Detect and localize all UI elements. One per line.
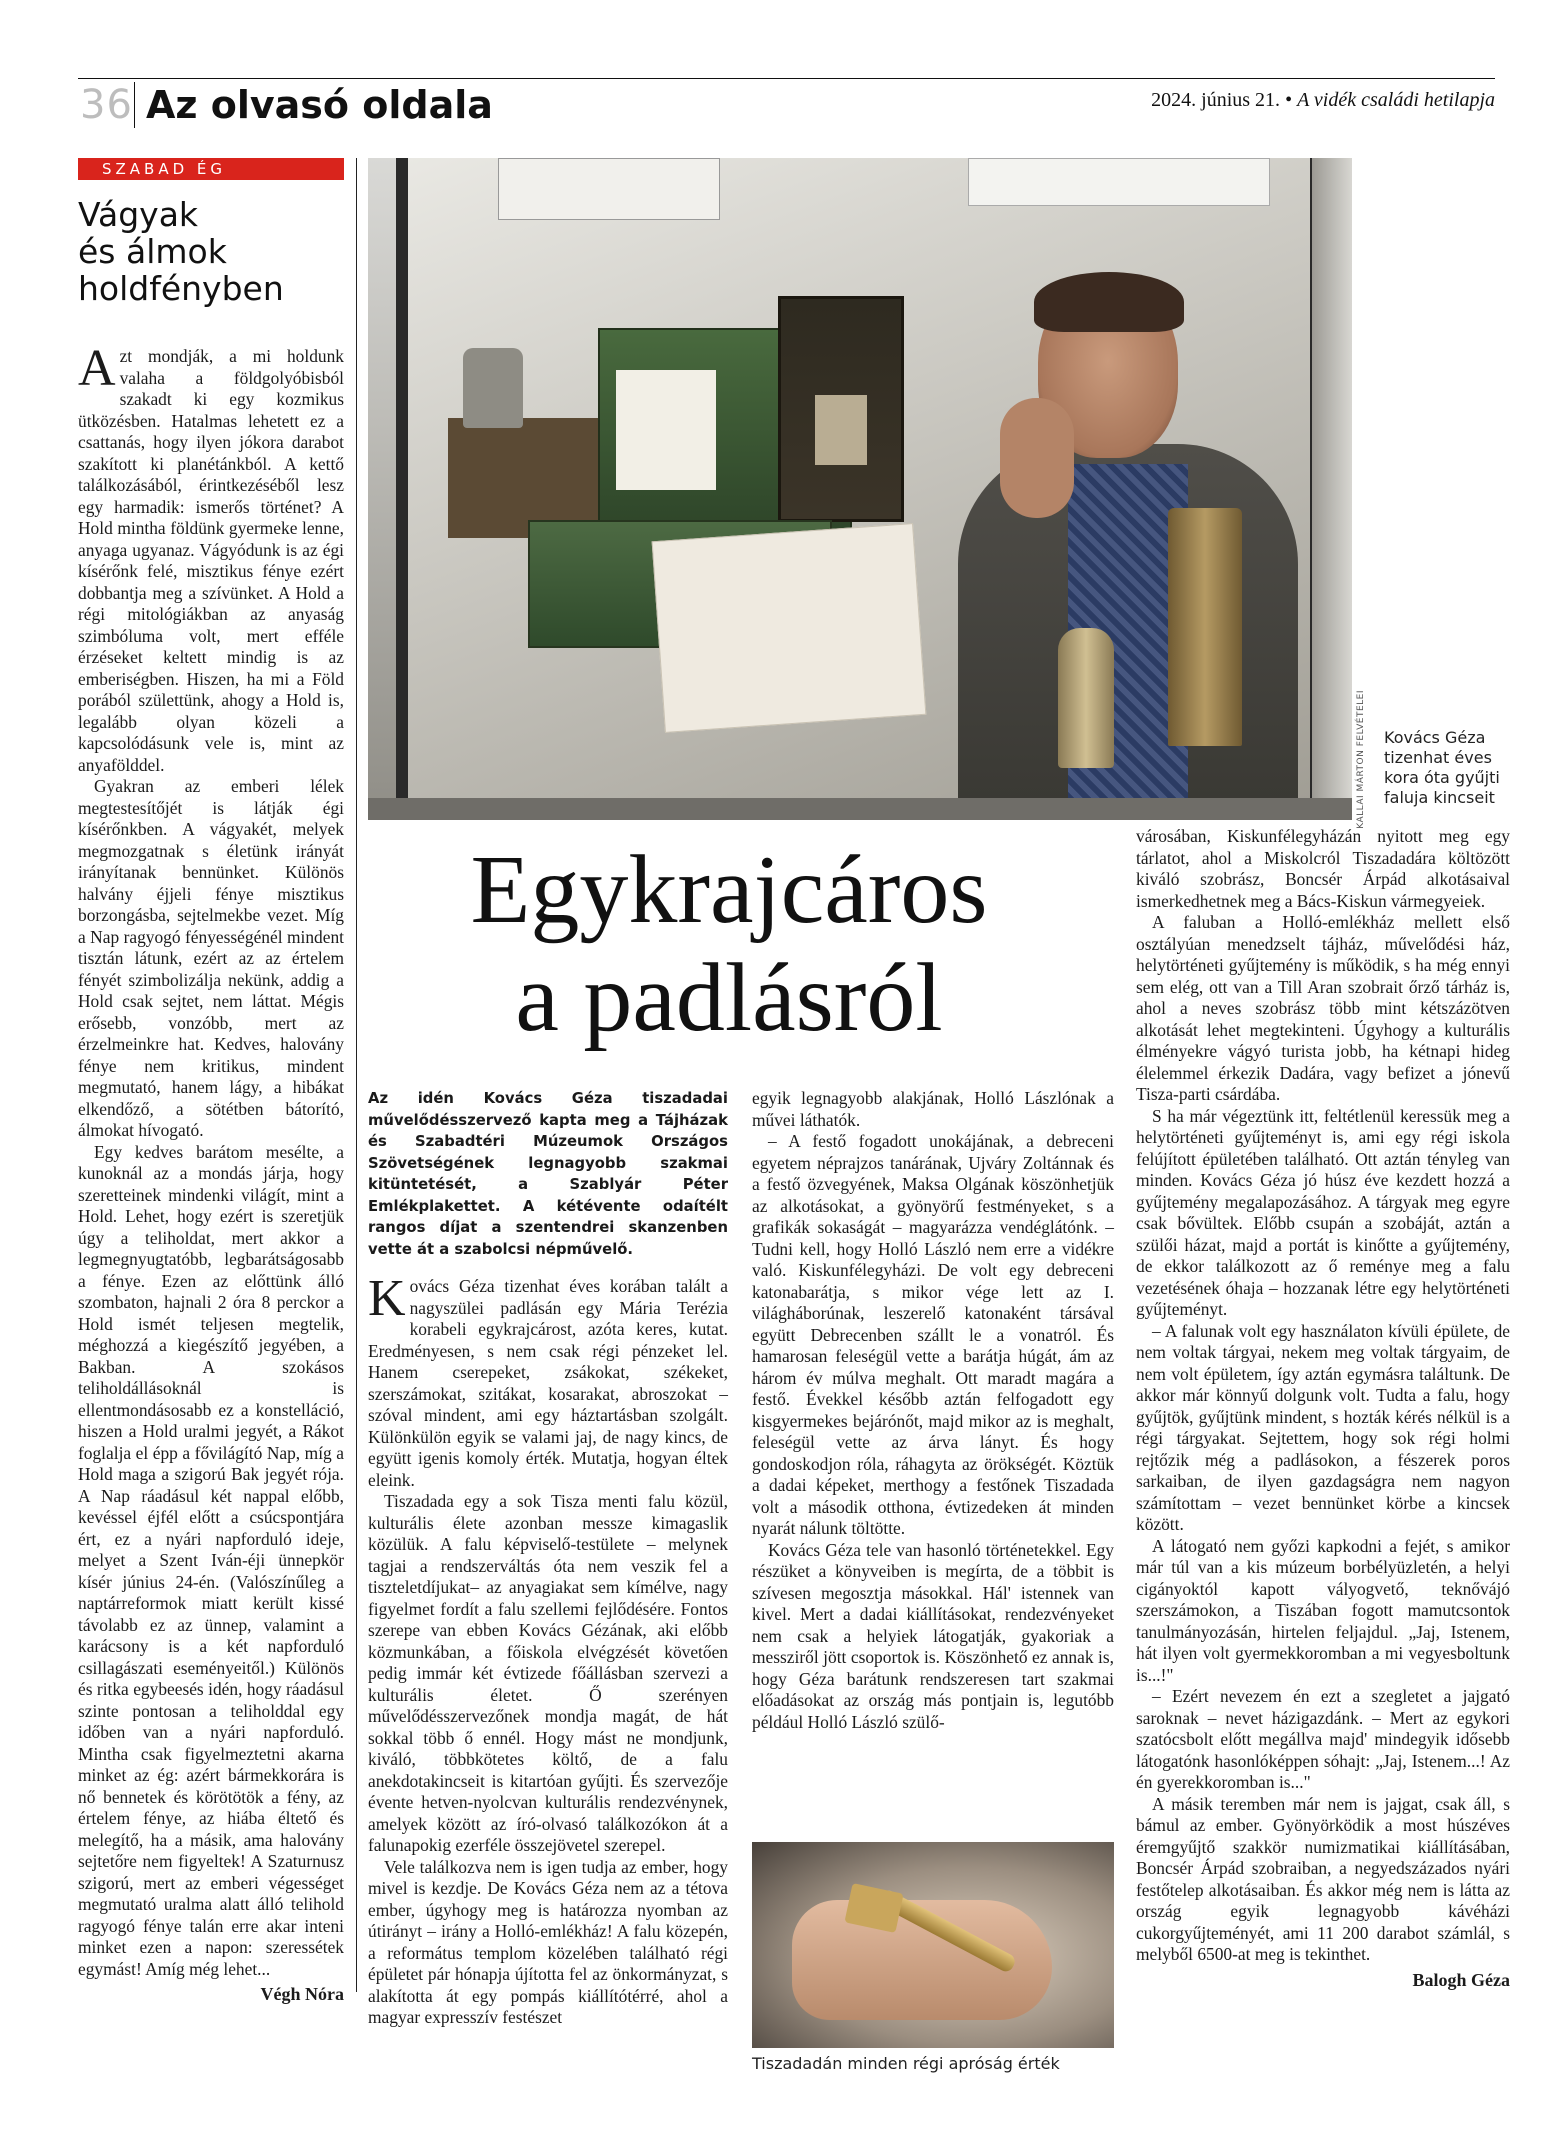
left-paragraph: Gyakran az emberi lélek megtestesítőjét is látják égi kísérőnkben. A vágyakét, melyek megmozgatnak s életünk irányát irányítanak bennünket. Különös halvány éjjeli fénye misztikus borzongásba, sejtelmekbe vezet. Míg a Nap ragyogó fényességénél mindent tisztán látunk, ezért az az értelem fényét szimbolizálja nekünk, addig a Hold csak sejtet, nem láttat. Mégis erősebb, vonzóbb, mert az érzelmeinkre hat. Kedves, halovány fénye nem kritikus, mindent megmutató, hanem lágy, a hibákat elkendőző, a sötétben bátorító, álmokat hívogató. [78,776,344,1140]
article-dropcap: K [368,1270,406,1327]
header-rule [78,78,1495,79]
main-photo [368,158,1352,820]
photo-caption: Kovács Géza tizenhat éves kora óta gyűjti faluja kincseit [1384,728,1500,807]
left-article-title: Vágyak és álmok holdfényben [78,195,284,308]
article-paragraph: – A falunak volt egy használaton kívüli épülete, de nem voltak tárgyai, nekem meg voltak tárgyaim, de nem volt épületem, így aztán egymásra találtunk. De akkor már könnyű dolgunk volt. Tudta a falu, hogy gyűjtök, gyűjtünk mindent, s hozták kérés nélkül is a régi tárgyakat. Sejtettem, hogy sok régi holmi rejtőzik még a padlásokon, a fészerek poros sarkaiban, de ilyen gazdagságra nem nagyon számítottam – vezet bennünket körbe a kincsek között. [1136,1320,1510,1534]
left-article-body [78,340,344,2006]
article-paragraph: Kovács Géza tizenhat éves korában talált a nagyszülei padlásán egy Mária Terézia korabeli egykrajcárost, azóta keres, kutat. Eredményesen, s nem csak régi pénzeket lel. Hanem cserepeket, zsákokat, székeket, szerszámokat, szitákat, kosarakat, abroszokat – szóval mindent, ami egy háztartásban szolgált. Különkülön egyik se valami jaj, de nagy kincs, de együtt igenis komoly érték. Mutatja, hogyan éltek eleink. [368,1270,728,1490]
canteen-shape [463,348,523,428]
poster-shape [498,158,720,220]
photo-credit: KALLAI MÁRTON FELVÉTELEI [1356,690,1366,829]
article-paragraph: Vele találkozva nem is igen tudja az ember, hogy mivel is kezdje. De Kovács Géza nem az a tétova ember, úgyhogy meg is határozza nyomban az útirányt – irány a Holló-emlékház! A falu közepén, a református templom közelében található régi épületet pár hónapja újította fel az önkormányzat, s alakította át egy pompás kiállítótérré, ahol a magyar expresszív festészet [368,1856,728,2027]
shell-casing-shape [1168,508,1242,746]
article-paragraph: Tiszadada egy a sok Tisza menti falu közül, kulturális élete azonban messze kimagaslik közülük. A falu képviselő-testülete – melynek tagjai a rendszerváltás óta nem veszik fel a tiszteletdíjukat– az anyagiakat sem kímélve, nagy figyelmet fordít a falu szellemi fejlődésére. Fontos szerepe van ebben Kovács Gézának, aki előbb közmunkában, a főiskola elvégzését követően pedig immár két évtizede főállásban szervezi a kulturális életet. Ő szerényen művelődésszervezőnek mondja magát, de hát sokkal több ő ennél. Hogy mást ne mondjunk, kiváló, többkötetes költő, de a falu anekdotakincseit is kitartóan gyűjti. És szervezője évente hetven-nyolcvan kulturális rendezvénynek, amelyek között az író-olvasó találkozókon át a falunapokig ezerféle összejövetel szerepel. [368,1491,728,1855]
framed-memorial-shape [778,296,904,522]
article-paragraph: – Ezért nevezem én ezt a szegletet a jajgató saroknak – nevet házigazdánk. – Mert az egykori szatócsbolt előtt megállva majd' mindegyik idősebb látogatónk hasonlóképpen sóhajt: „Jaj, Istenem...! Az én gyerekkoromban is..." [1136,1686,1510,1792]
article-paragraph: – A festő fogadott unokájának, a debreceni egyetem néprajzos tanárának, Ujváry Zoltánnak és a festő özvegyének, Maksa Olgának köszönhetjük az alkotásokat, a gyönyörű festményeket, s a grafikák sokaságát – magyarázza vendéglátónk. – Tudni kell, hogy Holló László nem erre a vidékre való. Kiskunfélegyházi. De volt egy debreceni katonabarátja, s mikor vége lett az I. világháborúnak, leszerelő katonaként társával együtt Debrecenben szállt le a vonatról. És hamarosan feleségül vette a barátja húgát, ám az három év múlva meghalt. Ott maradt magára a festő. Évekkel később aztán felfogadott egy kisgyermekes bejárónőt, majd mikor az is meghalt, feleségül vette az árva lányt. És hogy gondoskodjon róla, ráhagyta az örökségét. Köztük a dadai képeket, merthogy a festőnek Tiszadada volt a második otthona, évtizedeken át minden nyarát nálunk töltötte. [752,1131,1114,1538]
secondary-photo-caption: Tiszadadán minden régi apróság érték [752,2054,1060,2073]
issue-date: 2024. június 21. [1151,89,1281,111]
article-paragraph: A másik teremben már nem is jajgat, csak áll, s bámul az ember. Gyönyörködik a most húszéves éremgyűjtő szakkör numizmatikai kiállításában, Boncsér Árpád szobraiban, a negyedszázados nyári festőtelep alkotásaiban. És akkor még nem is látta az ország egyik legnagyobb kávéházi cukorgyűjteményét, ami 11 200 darabot számlál, s melyből 6500-at meg is tekinthet. [1136,1793,1510,1964]
column-divider [356,158,357,1992]
article-paragraph: városában, Kiskunfélegyházán nyitott meg egy tárlatot, ahol a Miskolcról Tiszadadára költözött kiváló szobrász, Boncsér Árpád alkotásaival ismerkedhetnek meg a Bács-Kiskun vármegyeiek. [1136,826,1510,911]
article-column-3 [752,1088,1114,1733]
article-paragraph: Kovács Géza tele van hasonló történetekkel. Egy részüket a könyveiben is megírta, de a többit is szívesen megosztja másokkal. Hál' istennek van kivel. Mert a dadai kiállításokat, rendezvényeket nem csak a helyiek látogatják, gyakoriak a messziről jött csoportok is. Köszönhető ez annak is, hogy Géza barátunk rendszeresen tart szakmai előadásokat az ország más pontjain is, legutóbb például Holló László szülő- [752,1539,1114,1732]
left-article-author: Végh Nóra [260,1984,344,2004]
person-figure [938,268,1318,800]
hand-shape [1000,398,1074,518]
column-kicker: SZABAD ÉG [78,158,344,180]
hair-shape [1034,272,1184,332]
dateline-separator: • [1285,89,1293,111]
main-article-author: Balogh Géza [1412,1969,1510,1990]
artifact-shape [1058,628,1114,768]
article-paragraph: A látogató nem győzi kapkodni a fejét, s amikor már túl van a kis múzeum borbélyüzletén, a helyi cigányoktól kapott vályogvető, teknővájó szerszámokon, a Tiszában fogott mamutcsontok tanulmányozásán, hirtelen feljajdul. „Jaj, Istenem, hát ilyen volt gyermekkoromban a mi vegyesboltunk is...!" [1136,1535,1510,1685]
left-paragraph: Egy kedves barátom mesélte, a kunoknál az a mondás járja, hogy szeretteinek mindenki világít, mint a Hold. Lehet, hogy ezért is szeretjük úgy a teliholdat, mert akkor a legmegnyugtatóbb, legbarátságosabb a fénye. Ezen az előttünk álló szombaton, hajnali 2 óra 8 perckor a Hold ismét teljesen megtelik, méghozzá a kiegészítő jegyében, a Bakban. A szokásos teliholdállásoknál is ellentmondásosabb ez a konstelláció, hiszen a Hold uralmi jegyét, a Rákot foglalja el épp a fővilágító Nap, míg a Hold maga a szigorú Bak jegyét rója. A Nap ráadásul két nappal előbb, kevéssel éjfél előtt a csúcspontjára ért, ez a nyári napforduló ideje, melyet a Szent Iván-éji ünnepkör kísér június 24-én. (Valószínűleg a naptárreformok miatt került kissé távolabb ez az ünnep, valamint a karácsony is a két napforduló csillagászati eseményeitől.) Különös és ritka egybeesés idén, hogy ráadásul szinte pontosan a teliholddal egy időben van a nyári napforduló. Mintha csak figyelmeztetni akarna minket az ég: azért bármekkorára is nő bennetek és körötötök a fény, az értelem fénye, az hiába éltető és melegítő, ha a másik, ama halovány sejtetőre nem figyeltek! A Szaturnusz szigorú, mert az emberi végességet megmutató uralma alatt álló telihold ragyogó fénye talán erre akar inteni minket ezen a napon: szeressétek egymást! Amíg még lehet... [78,1141,344,1979]
wall-shape [1312,158,1352,820]
left-dropcap: A [78,340,116,397]
article-paragraph: S ha már végeztünk itt, feltétlenül keressük meg a helytörténeti gyűjteményt is, ami egy régi iskola felújított épületében található. Ott aztán tényleg van minden. Kovács Géza jó húsz éve kezdett hozzá a gyűjtemény megalapozásához. A tárgyak meg egyre csak bővültek. Előbb csupán a szobáját, aztán a szülői házat, majd a portát is kinőtte a gyűjtemény, de ekkor találkozott az ő reménye meg a falu vezetésének óhaja – hozzanak létre egy helytörténeti gyűjteményt. [1136,1105,1510,1319]
left-paragraph: Azt mondják, a mi holdunk valaha a földgolyóbisból szakadt ki egy kozmikus ütközésben. Hatalmas lehetett ez a csattanás, hogy ilyen jókora darabot szakított ki planétánkból. A kettő találkozásából, érintkezéséből lesz egy harmadik: ismerős történet? A Hold mintha földünk gyermeke lenne, anyaga ugyanaz. Vágyódunk is az égi kísérőnk felé, misztikus fénye ezért dobbantja meg a szívünket. A Hold a régi mitológiákban az anyaság szimbóluma volt, mert efféle érzéseket keltett mindig is az emberiségben. Hiszen, ha mi a Föld porából születtünk, ahogy a Hold is, legalább olyan közeli a kapcsolódásunk vele is, mint az anyafölddel. [78,340,344,775]
document-shape [616,370,716,490]
secondary-photo [752,1842,1114,2048]
section-title: Az olvasó oldala [146,83,493,127]
article-lead: Az idén Kovács Géza tiszadadai művelődésszervező kapta meg a Tájházak és Szabadtéri Múzeumok Országos Szövetségének legnagyobb szakmai kitüntetését, a Szablyár Péter Emlékplakettet. A kétévente odaítélt rangos díjat a szentendrei skanzenben vette át a szabolcsi népművelő. [368,1090,728,1258]
article-paragraph: A faluban a Holló-emlékház mellett első osztályúan menedzselt tájház, művelődési ház, helytörténeti gyűjtemény is működik, s ha még ennyi sem elég, ott van a Till Aran szobrait őrző tárház is, ahol a neves szobrász több mint kétszázötven alkotását lehet megtekinteni. Úgyhogy a kulturális élményekre vágyó turista jobb, ha kétnapi hideg élelemmel érkezik Dadára, vagy befizet a jónevű Tisza-parti csárdába. [1136,912,1510,1104]
dateline [1151,88,1495,112]
display-case-window [396,158,1318,808]
portrait-shape [815,395,867,465]
page-number: 36 [80,82,135,128]
main-headline: Egykrajcáros a padlásról [470,836,988,1052]
poster-shape [968,158,1270,206]
publication-tagline: A vidék családi hetilapja [1297,89,1495,111]
window-sill-shape [368,798,1352,820]
article-column-4 [1136,826,1510,1992]
article-column-2 [368,1270,728,2029]
old-documents-shape [652,523,927,733]
article-paragraph: egyik legnagyobb alakjának, Holló Lászlónak a művei láthatók. [752,1088,1114,1130]
